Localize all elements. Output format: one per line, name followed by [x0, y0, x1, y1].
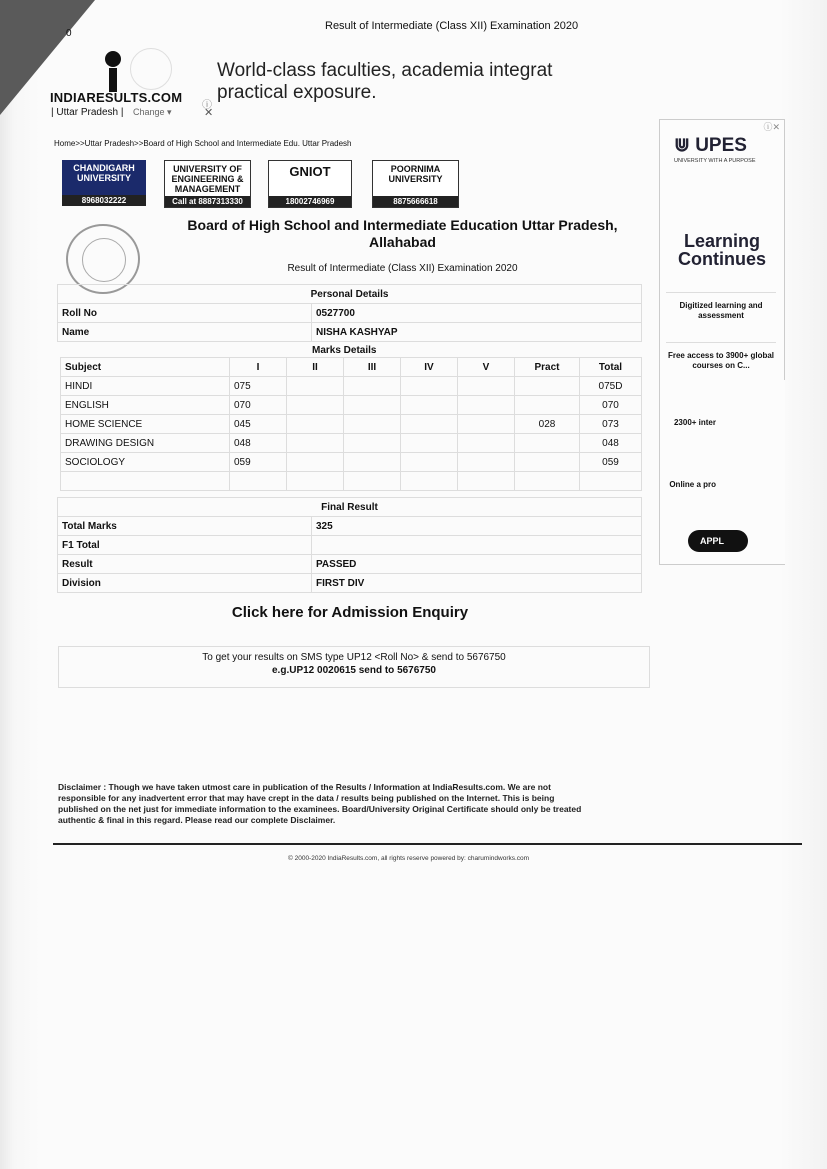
admission-enquiry-link[interactable]: Click here for Admission Enquiry	[231, 604, 469, 621]
pract-cell	[515, 396, 580, 415]
paper-i-cell: 059	[230, 453, 287, 472]
total-cell: 073	[580, 415, 642, 434]
breadcrumb[interactable]: Home>>Uttar Pradesh>>Board of High School and Intermediate Edu. Uttar Pradesh	[54, 139, 352, 148]
paper-iv-cell	[401, 396, 458, 415]
close-icon[interactable]: ✕	[204, 107, 214, 119]
col-header: Pract	[515, 358, 580, 377]
disclaimer-text: Disclaimer : Though we have taken utmost care in publication of the Results / Information at IndiaResults.com. We are not responsible for any inadvertent error that may have crept in the data / results being published on the Internet. This is being published on the net just for immediate information to the examinees. Board/University Original Certificate should only be treated authentic & final in this regard. Please read our complete Disclaimer.	[58, 782, 582, 825]
ad-item: Online a pro	[669, 480, 716, 489]
paper-iv-cell	[401, 453, 458, 472]
total-marks-label: Total Marks	[58, 517, 312, 536]
paper-iii-cell	[344, 415, 401, 434]
paper-ii-cell	[287, 453, 344, 472]
college-phone: 18002746969	[269, 196, 351, 207]
marks-table	[60, 357, 642, 491]
paper-i-cell: 075	[230, 377, 287, 396]
col-header: III	[344, 358, 401, 377]
paper-ii-cell	[287, 377, 344, 396]
college-name: UNIVERSITY OF ENGINEERING & MANAGEMENT	[171, 164, 244, 194]
stamp-icon	[130, 48, 172, 90]
col-header: Total	[580, 358, 642, 377]
ad-item: Digitized learning and assessment	[666, 292, 776, 321]
ad-tagline: UNIVERSITY WITH A PURPOSE	[674, 158, 756, 164]
page-number: 0	[66, 28, 72, 39]
paper-iv-cell	[401, 377, 458, 396]
total-marks-value: 325	[312, 517, 642, 536]
f1-total-label: F1 Total	[58, 536, 312, 555]
college-ad-poornima[interactable]	[372, 160, 459, 208]
college-name: GNIOT	[289, 164, 331, 179]
copyright-text: © 2000-2020 IndiaResults.com, all rights reserve powered by: charumindworks.com	[288, 855, 530, 862]
paper-i-cell: 070	[230, 396, 287, 415]
info-icon[interactable]: ⓘ	[202, 100, 212, 111]
paper-i-cell: 048	[230, 434, 287, 453]
banner-line-1: World-class faculties, academia integrat	[217, 60, 553, 81]
name-value: NISHA KASHYAP	[312, 323, 642, 342]
personal-heading: Personal Details	[58, 285, 642, 304]
marks-heading: Marks Details	[312, 345, 377, 356]
f1-total-value	[312, 536, 642, 555]
result-label: Result	[58, 555, 312, 574]
paper-iii-cell	[344, 396, 401, 415]
ad-apply-button[interactable]: APPL	[688, 530, 748, 552]
board-title: Board of High School and Intermediate Education Uttar Pradesh, Allahabad	[187, 217, 618, 250]
name-label: Name	[58, 323, 312, 342]
col-header: Subject	[61, 358, 230, 377]
pract-cell: 028	[515, 415, 580, 434]
sidebar-ad-upes[interactable]	[659, 119, 785, 565]
paper-ii-cell	[287, 396, 344, 415]
paper-ii-cell	[287, 434, 344, 453]
paper-v-cell	[458, 377, 515, 396]
ad-item: Free access to 3900+ global courses on C...	[666, 342, 776, 371]
paper-v-cell	[458, 415, 515, 434]
college-phone: 8875666618	[373, 196, 458, 207]
footer-divider	[53, 843, 802, 845]
sms-info-box	[58, 646, 650, 688]
subject-cell: HOME SCIENCE	[61, 415, 230, 434]
table-row	[61, 396, 642, 415]
print-header-title: Result of Intermediate (Class XII) Examination 2020	[325, 20, 579, 32]
region-label: | Uttar Pradesh |	[51, 107, 124, 118]
division-value: FIRST DIV	[312, 574, 642, 593]
result-value: PASSED	[312, 555, 642, 574]
ad-close-icon[interactable]: ⓘ✕	[763, 122, 780, 132]
sms-line-1: To get your results on SMS type UP12 <Roll No> & send to 5676750	[202, 652, 506, 663]
college-ad-gniot[interactable]	[268, 160, 352, 208]
table-row	[61, 453, 642, 472]
paper-iii-cell	[344, 434, 401, 453]
upes-logo-icon: ⋓	[674, 135, 696, 156]
college-phone: Call at 8887313330	[165, 196, 250, 207]
col-header: II	[287, 358, 344, 377]
paper-ii-cell	[287, 415, 344, 434]
total-cell: 059	[580, 453, 642, 472]
pract-cell	[515, 434, 580, 453]
total-cell: 075D	[580, 377, 642, 396]
paper-iii-cell	[344, 453, 401, 472]
exam-subtitle: Result of Intermediate (Class XII) Examination 2020	[287, 263, 518, 274]
col-header: IV	[401, 358, 458, 377]
college-name: CHANDIGARH UNIVERSITY	[73, 163, 135, 183]
subject-cell: ENGLISH	[61, 396, 230, 415]
total-cell: 070	[580, 396, 642, 415]
roll-value: 0527700	[312, 304, 642, 323]
paper-v-cell	[458, 396, 515, 415]
paper-v-cell	[458, 453, 515, 472]
col-header: I	[230, 358, 287, 377]
subject-cell: SOCIOLOGY	[61, 453, 230, 472]
final-heading: Final Result	[58, 498, 642, 517]
paper-i-cell: 045	[230, 415, 287, 434]
personal-details-table	[57, 284, 642, 342]
total-cell: 048	[580, 434, 642, 453]
site-logo[interactable]: INDIARESULTS.COM	[50, 90, 183, 105]
division-label: Division	[58, 574, 312, 593]
logo-figure-icon	[98, 50, 128, 94]
table-row	[61, 434, 642, 453]
ad-brand: ⋓ UPES	[674, 135, 747, 156]
college-name: POORNIMA UNIVERSITY	[388, 164, 443, 184]
paper-v-cell	[458, 434, 515, 453]
ad-item: 2300+ inter	[673, 418, 716, 427]
final-result-table	[57, 497, 642, 593]
pract-cell	[515, 377, 580, 396]
subject-cell: HINDI	[61, 377, 230, 396]
paper-iii-cell	[344, 377, 401, 396]
paper-iv-cell	[401, 434, 458, 453]
banner-line-2: practical exposure.	[217, 82, 377, 103]
ad-banner[interactable]	[217, 60, 552, 104]
table-row	[61, 415, 642, 434]
table-row	[61, 377, 642, 396]
subject-cell: DRAWING DESIGN	[61, 434, 230, 453]
ad-headline: Learning Continues	[678, 231, 766, 269]
college-ad-chandigarh[interactable]	[62, 160, 146, 206]
roll-label: Roll No	[58, 304, 312, 323]
table-row-empty	[61, 472, 642, 491]
change-region-button[interactable]: Change ▾	[133, 107, 172, 117]
col-header: V	[458, 358, 515, 377]
sms-line-2: e.g.UP12 0020615 send to 5676750	[272, 665, 436, 676]
paper-iv-cell	[401, 415, 458, 434]
pract-cell	[515, 453, 580, 472]
college-phone: 8968032222	[62, 195, 146, 206]
college-ad-uem[interactable]	[164, 160, 251, 208]
